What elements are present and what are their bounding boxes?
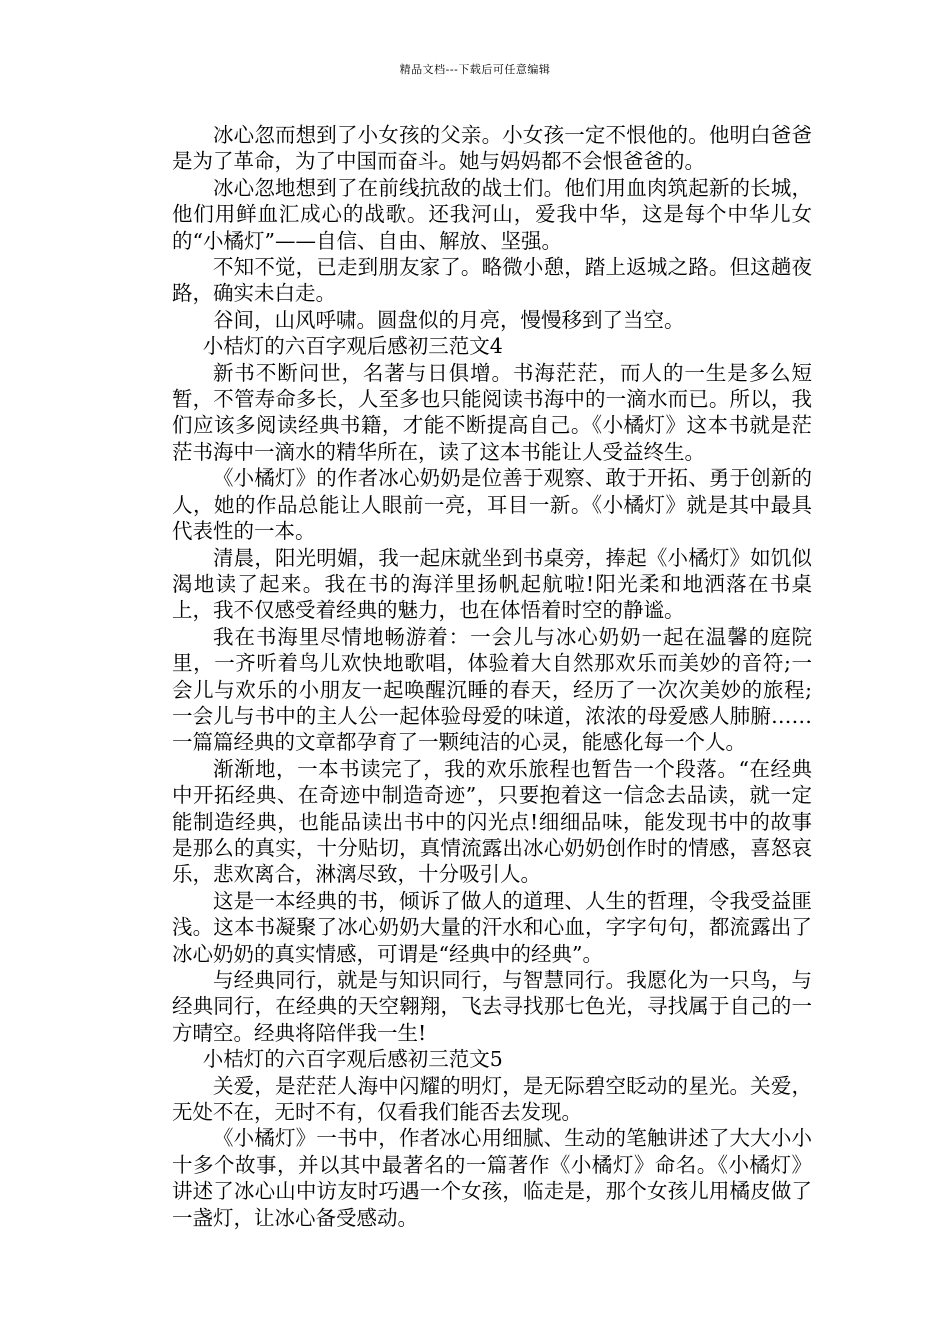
paragraph: 冰心忽而想到了小女孩的父亲。小女孩一定不恨他的。他明白爸爸是为了革命，为了中国而奋斗。她与妈妈都不会恨爸爸的。 — [172, 123, 812, 174]
section-heading: 小桔灯的六百字观后感初三范文4 — [202, 334, 503, 359]
paragraph: 不知不觉，已走到朋友家了。略微小憩，踏上返城之路。但这趟夜路，确实未白走。 — [172, 255, 812, 306]
paragraph: 冰心忽地想到了在前线抗敌的战士们。他们用血肉筑起新的长城，他们用鲜血汇成心的战歌。还我河山，爱我中华，这是每个中华儿女的“小橘灯”——自信、自由、解放、坚强。 — [172, 175, 812, 253]
paragraph: 《小橘灯》的作者冰心奶奶是位善于观察、敢于开拓、勇于创新的人，她的作品总能让人眼前一亮，耳目一新。《小橘灯》就是其中最具代表性的一本。 — [172, 466, 812, 544]
section-heading: 小桔灯的六百字观后感初三范文5 — [202, 1047, 503, 1072]
paragraph: 谷间，山风呼啸。圆盘似的月亮，慢慢移到了当空。 — [213, 307, 685, 332]
paragraph: 我在书海里尽情地畅游着：一会儿与冰心奶奶一起在温馨的庭院里，一齐听着鸟儿欢快地歌唱，体验着大自然那欢乐而美妙的音符;一会儿与欢乐的小朋友一起唤醒沉睡的春天，经历了一次次美妙的旅程;一会儿与书中的主人公一起体验母爱的味道，浓浓的母爱感人肺腑……一篇篇经典的文章都孕育了一颗纯洁的心灵，能感化每一个人。 — [172, 624, 812, 755]
paragraph: 关爱，是茫茫人海中闪耀的明灯，是无际碧空眨动的星光。关爱，无处不在，无时不有，仅看我们能否去发现。 — [172, 1073, 812, 1125]
paragraph: 这是一本经典的书，倾诉了做人的道理、人生的哲理，令我受益匪浅。这本书凝聚了冰心奶奶大量的汗水和心血，字字句句，都流露出了冰心奶奶的真实情感，可谓是“经典中的经典”。 — [172, 888, 812, 966]
document-body — [172, 122, 812, 1231]
paragraph: 新书不断问世，名著与日俱增。书海茫茫，而人的一生是多么短暂，不管寿命多长，人至多也只能阅读书海中的一滴水而已。所以，我们应该多阅读经典书籍，才能不断提高自己。《小橘灯》这本书就是茫茫书海中一滴水的精华所在，读了这本书能让人受益终生。 — [172, 360, 812, 464]
paragraph: 与经典同行，就是与知识同行，与智慧同行。我愿化为一只鸟，与经典同行，在经典的天空翱翔，飞去寻找那七色光，寻找属于自己的一方晴空。经典将陪伴我一生! — [172, 968, 812, 1045]
paragraph: 清晨，阳光明媚，我一起床就坐到书桌旁，捧起《小橘灯》如饥似渴地读了起来。我在书的海洋里扬帆起航啦!阳光柔和地洒落在书桌上，我不仅感受着经典的魅力，也在体悟着时空的静谧。 — [172, 545, 812, 623]
paragraph: 《小橘灯》一书中，作者冰心用细腻、生动的笔触讲述了大大小小十多个故事，并以其中最著名的一篇著作《小橘灯》命名。《小橘灯》讲述了冰心山中访友时巧遇一个女孩，临走是，那个女孩儿用橘皮做了一盏灯，让冰心备受感动。 — [172, 1126, 812, 1230]
paragraph: 渐渐地，一本书读完了，我的欢乐旅程也暂告一个段落。“在经典中开拓经典、在奇迹中制造奇迹”，只要抱着这一信念去品读，就一定能制造经典，也能品读出书中的闪光点!细细品味，能发现书中的故事是那么的真实，十分贴切，真情流露出冰心奶奶创作时的情感，喜怒哀乐，悲欢离合，淋漓尽致，十分吸引人。 — [172, 756, 812, 887]
page-header: 精品文档---下载后可任意编辑 — [399, 63, 551, 76]
